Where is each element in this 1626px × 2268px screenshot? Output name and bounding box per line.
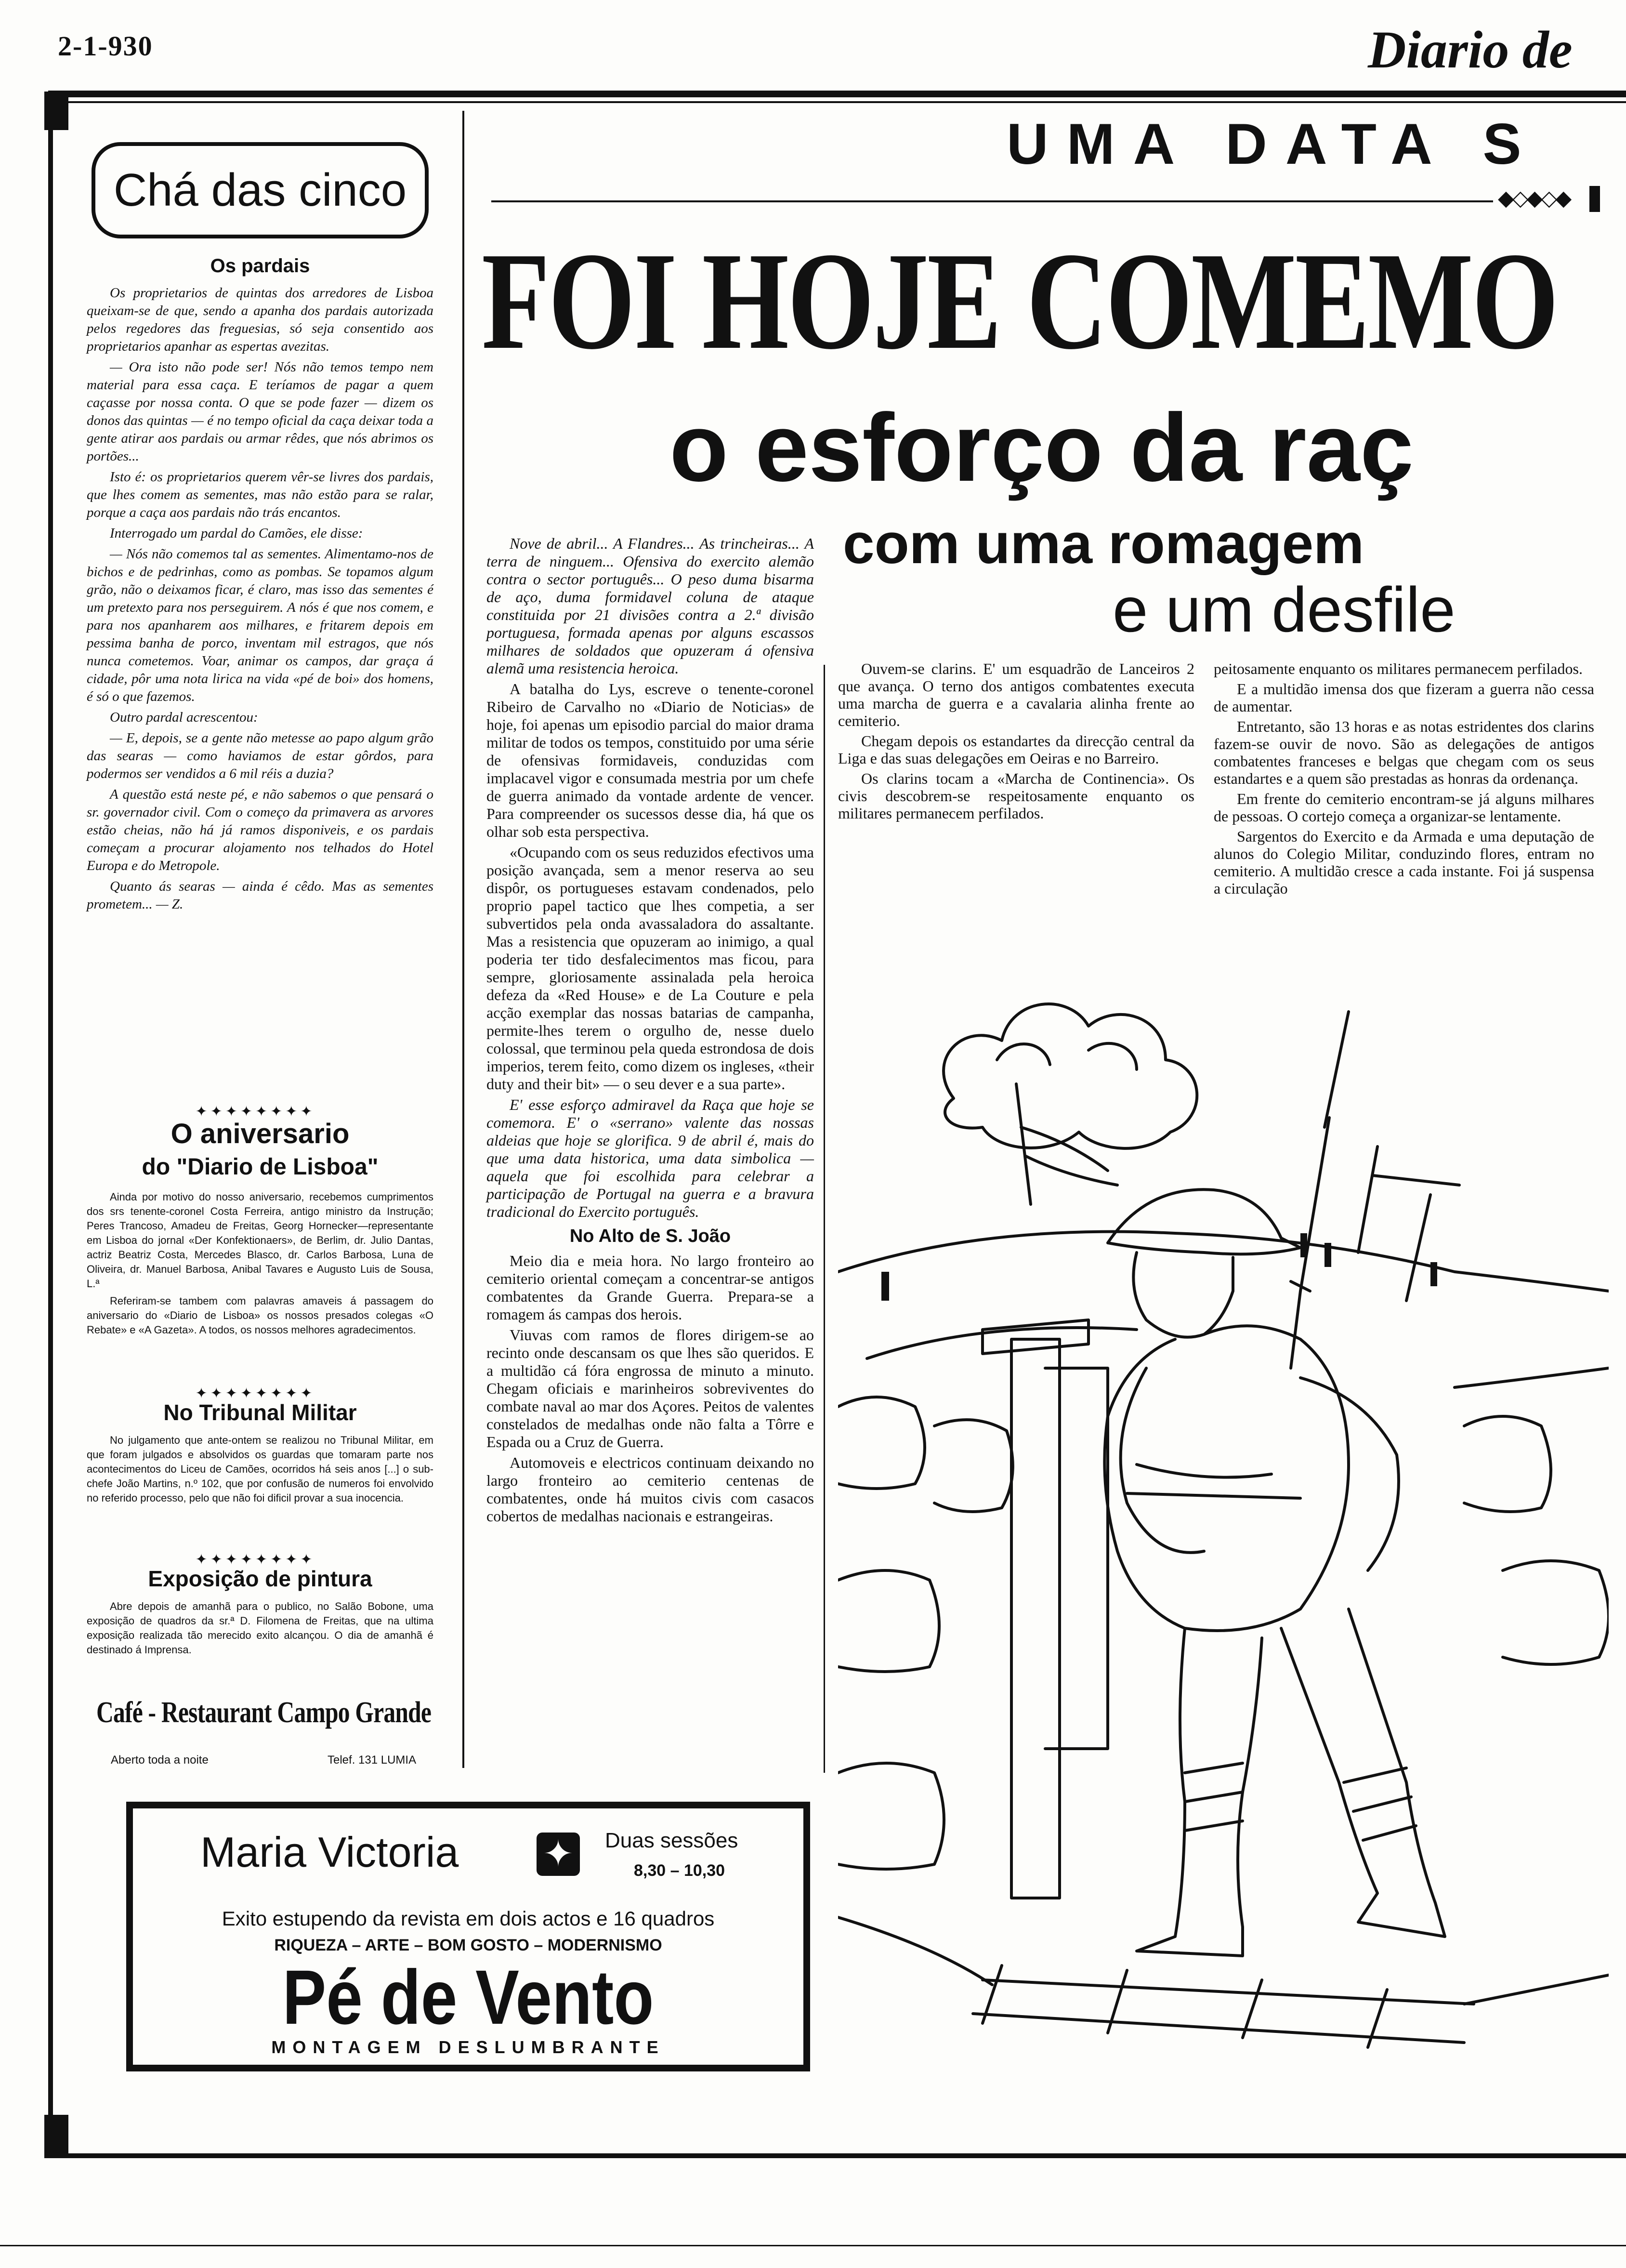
ad-qualities: RIQUEZA – ARTE – BOM GOSTO – MODERNISMO [274,1936,662,1954]
ad-footer: MONTAGEM DESLUMBRANTE [271,2037,665,2057]
cha-para: Outro pardal acrescentou: [110,710,258,725]
diamond-ornament: ◆◇◆◇◆ [1498,186,1570,210]
col-divider-1 [462,111,464,1768]
aniversario-body [87,1190,433,1340]
article-para: Ouvem-se clarins. E' um esquadrão de Lanceiros 2 que avança. O terno dos antigos combatentes executa uma marcha de guerra e a cavalaria alinha frente ao cemiterio. [838,660,1194,729]
article-para: Automoveis e electricos continuam deixando no largo fronteiro ao cemiterio centenas de combatentes, onde há muitos civis com casacos cobertos de medalhas nacionais e estrangeiras. [486,1454,814,1525]
cafe-hours: Aberto toda a noite [111,1754,209,1767]
article-para: «Ocupando com os seus reduzidos efectivos uma posição avançada, sem a menor reserva ao seu dispôr, os portugueses estavam condenados, pelo proprio papel tactico que lhes competia, a ser subvertidos pela onda avassaladora do assaltante. Mas a resistencia que opuzeram ao inimigo, a qual poderia ter tido desfalecimentos mas ficou, para sempre, gloriosamente assinalada pela heroica defeza da «Red House» e de La Couture e pela acção exemplar das nossas batarias de campanha, permite-lhes terem o orgulho de, nesse duelo colossal, que terminou pela queda estrondosa de dois imperios, terem feito, como dizem os ingleses, «their duty and their bit» — o seu dever e a sua parte». [486,844,814,1093]
aniversario-para: Ainda por motivo do nosso aniversario, recebemos cumprimentos dos srs tenente-coronel Costa Ferreira, antigo ministro da Instrução; Peres Trancoso, Amadeu de Freitas, Georg Hornecker—representante em Lisboa do jornal «Der Konfektionaers», de Berlim, dr. Julio Dantas, actriz Beatriz Costa, Mercedes Blasco, dr. Carlos Barbosa, Luna de Oliveira, dr. Manuel Barbosa, Anibal Tavares e Augusto Luis de Sousa, L.ª [87,1191,433,1290]
article-lead: Nove de abril... A Flandres... As trincheiras... A terra de ninguem... Ofensiva do exercito alemão contra o sector português... O peso duma bisarma de aço, duma formidavel coluna de ataque constituida por 21 divisões contra a 2.ª divisão portuguesa, formada apenas por alguns escassos milhares de soldados que opuzeram á ofensiva alemã uma resistencia heroica. [486,535,814,677]
page-date: 2-1-930 [58,30,153,62]
deck-3: e um desfile [1113,574,1456,645]
page-foot-line [0,2245,1626,2246]
top-rule [48,91,1626,97]
theatre-star-icon: ✦ [537,1833,580,1876]
cha-subtitle: Os pardais [210,255,310,277]
exposicao-para: Abre depois de amanhã para o publico, no Salão Bobone, uma exposição de quadros da sr.ª D. Filomena de Freitas, que na ultima exposição realizada tão merecido exito alcançou. O dia de amanhã é destinado á Imprensa. [87,1600,433,1656]
separator-ornament: ✦✦✦✦✦✦✦✦ [195,1552,315,1568]
ad-tagline: Exito estupendo da revista em dois actos e 16 quadros [222,1907,715,1930]
left-border [48,92,53,2158]
cha-body [87,284,433,916]
tribunal-body [87,1433,433,1508]
article-para: Em frente do cemiterio encontram-se já alguns milhares de pessoas. O cortejo começa a organizar-se lentamente. [1214,790,1594,825]
article-para: A batalha do Lys, escreve o tenente-coronel Ribeiro de Carvalho no «Diario de Noticias» de hoje, foi apenas um episodio parcial do maior drama militar de todos os tempos, constituido por uma série de ofensivas formidaveis, conduzidas com implacavel vigor e consumada mestria por um chefe de guerra animado da vontade ardente de vencer. Para compreender os sucessos desse dia, há que os olhar sob esta perspectiva. [486,680,814,840]
binding-mark-bottom [44,2115,68,2158]
cha-title: Chá das cinco [113,164,407,216]
top-rule-thin [48,101,1626,103]
cha-para: — Nós não comemos tal as sementes. Alimentamo-nos de bichos e de pedrinhas, como as pombas. Se topamos algum grão, não o deixamos ficar, é claro, mas isso das sementes é um pretexto para nos perseguirem. A nós é que nos comem, e para nos apanharem aos milhares, e fritarem depois em pessima banha de porco, inventam mil estragos, que nós nunca cometemos. Voar, animar os campos, dar graça á cidade, pôr uma nota lirica na vida «pé de boi» dos homens, é só o que fazemos. [87,546,433,704]
kicker-rule [491,200,1493,202]
article-para: Sargentos do Exercito e da Armada e uma deputação de alunos do Colegio Militar, conduzindo flores, entram no cemiterio. A multidão cresce a cada instante. Foi já suspensa a circulação [1214,828,1594,897]
exposicao-body [87,1599,433,1660]
cha-para: Os proprietarios de quintas dos arredores de Lisboa queixam-se de que, sendo a apanha dos pardais autorizada pelos regedores das freguesias, só seja consentido aos proprietarios apanhar as espertas avezitas. [87,285,433,354]
main-headline: FOI HOJE COMEMO [482,224,1558,378]
article-para: Entretanto, são 13 horas e as notas estridentes dos clarins fazem-se ouvir de novo. São as delegações de antigos combatentes franceses e belgas que chegam com os seus estandartes e a quem são prestadas as honras da ordenança. [1214,718,1594,787]
soldier-illustration [838,857,1609,2081]
cha-para: Isto é: os proprietarios querem vêr-se livres dos pardais, que lhes comem as sementes, mas não estão para se ralar, porque a caça aos pardais não trás encantos. [87,469,433,520]
kicker-rule-end [1589,186,1600,212]
article-para: Chegam depois os estandartes da direcção central da Liga e das suas delegações em Oeiras e no Barreiro. [838,732,1194,767]
separator-ornament: ✦✦✦✦✦✦✦✦ [195,1104,315,1120]
article-para: Meio dia e meia hora. No largo fronteiro ao cemiterio oriental começam a concentrar-se antigos combatentes da Grande Guerra. Prepara-se a romagem ás campas dos herois. [486,1252,814,1323]
cha-para: — Ora isto não pode ser! Nós não temos tempo nem material para essa caça. E teríamos de pagar a quem caçasse por nossa conta. O que se pode fazer — dizem os donos das quintas — é no tempo oficial da caça deixar toda a gente atirar aos pardais ou armar rêdes, que nós abrimos os portões... [87,359,433,464]
cha-para: Quanto ás searas — ainda é cêdo. Mas as sementes prometem... — Z. [87,879,433,912]
cha-para: A questão está neste pé, e não sabemos o que pensará o sr. governador civil. Com o começo da primavera as arvores estão cheias, não há já ramos disponiveis, e os pardais começam a procurar alojamento nos telhados do Hotel Europa e do Metropole. [87,787,433,873]
article-italic: E' esse esforço admiravel da Raça que hoje se comemora. E' o «serrano» valente das nossas aldeias que hoje se glorifica. 9 de abril é, mais do que uma data historica, uma data simbolica — aquela que foi escolhida para celebrar a participação de Portugal na guerra e a bravura tradicional do Exercito português. [486,1096,814,1220]
cha-para: — E, depois, se a gente não metesse ao papo algum grão das searas — como haviamos de estar gôrdos, para podermos ser vendidos a 6 mil réis a duzia? [87,730,433,781]
kicker: UMA DATA S [1007,112,1540,176]
aniversario-para: Referiram-se tambem com palavras amaveis á passagem do aniversario do «Diario de Lisboa» os nossos presados colegas «O Rebate» e «A Gazeta». A todos, os nossos melhores agradecimentos. [87,1295,433,1336]
binding-mark-top [44,92,68,130]
deck-2: com uma romagem [843,512,1364,576]
tribunal-para: No julgamento que ante-ontem se realizou no Tribunal Militar, em que foram julgados e absolvidos os guardas que tomaram parte nos acontecimentos do Liceu de Camões, ocorridos há seis anos [...] o sub-chefe João Martins, n.º 102, que por confusão de numeros foi envolvido no referido processo, pelo que não foi dificil provar a sua inocencia. [87,1434,433,1504]
col-divider-2 [824,665,825,1773]
theatre-ad [126,1802,810,2071]
tribunal-title: No Tribunal Militar [163,1400,357,1425]
show-title: Pé de Vento [282,1954,654,2040]
article-para: peitosamente enquanto os militares permanecem perfilados. [1214,660,1583,677]
aniversario-subtitle: do "Diario de Lisboa" [142,1154,379,1180]
cafe-name: Café - Restaurant Campo Grande [96,1696,432,1729]
article-col-1 [486,535,814,1528]
article-col-2 [838,660,1194,825]
article-para: E a multidão imensa dos que fizeram a guerra não cessa de aumentar. [1214,680,1594,715]
article-para: Viuvas com ramos de flores dirigem-se ao recinto onde descansam os que lhes são queridos. E a multidão cá fóra engrossa de minuto a minuto. Chegam oficiais e marinheiros sobreviventes do combate naval ao mar dos Açores. Peitos de valentes constelados de medalhas onde não falta a Tôrre e Espada ou a Cruz de Guerra. [486,1326,814,1450]
aniversario-title: O aniversario [170,1118,350,1149]
cafe-phone: Telef. 131 LUMIA [328,1754,417,1767]
theatre-name: Maria Victoria [200,1828,459,1876]
sessions-times: 8,30 – 10,30 [634,1861,725,1880]
cha-para: Interrogado um pardal do Camões, ele disse: [110,526,363,541]
exposicao-title: Exposição de pintura [148,1566,372,1591]
deck-1: o esforço da raç [669,394,1414,501]
masthead: Diario de [1368,20,1573,79]
subhead: No Alto de S. João [569,1226,731,1246]
article-para: Os clarins tocam a «Marcha de Continencia». Os civis descobrem-se respeitosamente enquanto os militares permanecem perfilados. [838,770,1194,822]
separator-ornament: ✦✦✦✦✦✦✦✦ [195,1385,315,1401]
sessions-label: Duas sessões [605,1829,738,1852]
bottom-rule [48,2153,1626,2158]
